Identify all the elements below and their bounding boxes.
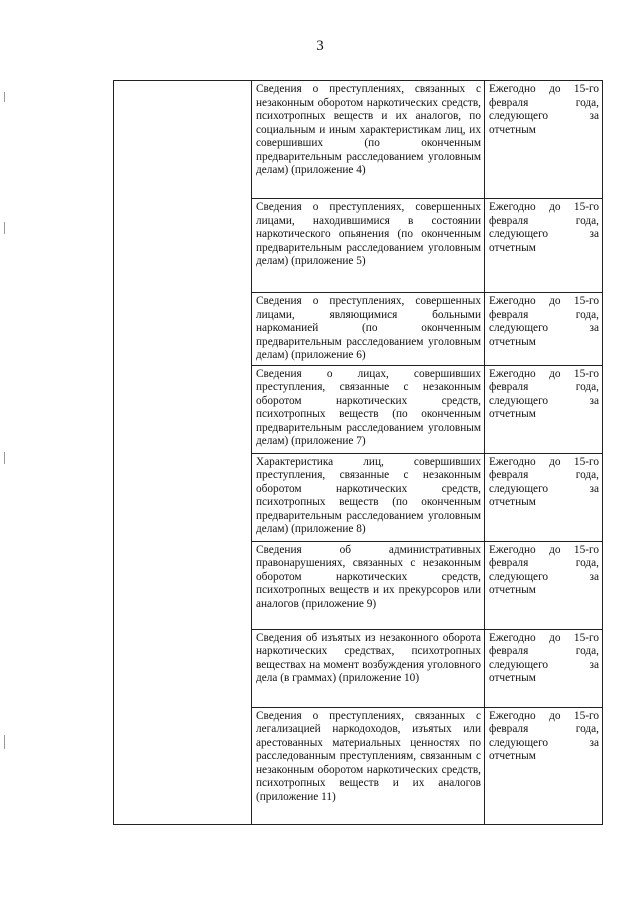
report-description: Сведения об административных правонарушениях, связанных с незаконным оборотом наркотических средств, психотропных веществ и их прекурсоров или аналогов (приложение 9) xyxy=(252,541,485,629)
report-deadline: Ежегодно до 15-го февраля года, следующего за отчетным xyxy=(485,365,603,453)
report-deadline: Ежегодно до 15-го февраля года, следующего за отчетным xyxy=(485,707,603,824)
report-description: Сведения о лицах, совершивших преступления, связанные с незаконным оборотом наркотических средств, психотропных веществ (по оконченным предварительным расследованием уголовным делам) (приложение 7) xyxy=(252,365,485,453)
report-deadline: Ежегодно до 15-го февраля года, следующего за отчетным xyxy=(485,293,603,366)
report-description: Сведения о преступлениях, связанных с незаконным оборотом наркотических средств, психотропных веществ и их аналогов, по социальным и иным характеристикам лиц, их совершивших (по оконченным предварительным расследованием уголовным делам) (приложение 4) xyxy=(252,81,485,199)
table-row xyxy=(114,81,603,199)
report-deadline: Ежегодно до 15-го февраля года, следующего за отчетным xyxy=(485,453,603,541)
report-deadline: Ежегодно до 15-го февраля года, следующего за отчетным xyxy=(485,541,603,629)
scan-margin-mark xyxy=(4,735,5,749)
report-deadline: Ежегодно до 15-го февраля года, следующего за отчетным xyxy=(485,81,603,199)
scan-margin-mark xyxy=(4,452,5,464)
report-description: Характеристика лиц, совершивших преступления, связанные с незаконным оборотом наркотических средств, психотропных веществ (по оконченным предварительным расследованием уголовным делам) (приложение 8) xyxy=(252,453,485,541)
scan-margin-mark xyxy=(4,92,5,102)
report-deadline: Ежегодно до 15-го февраля года, следующего за отчетным xyxy=(485,199,603,293)
reporting-table xyxy=(113,80,603,825)
report-description: Сведения о преступлениях, совершенных лицами, являющимися больными наркоманией (по оконченным предварительным расследованием уголовным делам) (приложение 6) xyxy=(252,293,485,366)
report-deadline: Ежегодно до 15-го февраля года, следующего за отчетным xyxy=(485,629,603,707)
report-description: Сведения о преступлениях, совершенных лицами, находившимися в состоянии наркотического опьянения (по оконченным предварительным расследованием уголовным делам) (приложение 5) xyxy=(252,199,485,293)
report-description: Сведения об изъятых из незаконного оборота наркотических средствах, психотропных веществах на момент возбуждения уголовного дела (в граммах) (приложение 10) xyxy=(252,629,485,707)
page-number: 3 xyxy=(316,38,324,54)
scan-margin-mark xyxy=(4,222,5,234)
empty-first-column xyxy=(114,81,252,825)
report-description: Сведения о преступлениях, связанных с легализацией наркодоходов, изъятых или арестованных материальных ценностях по расследованным преступлениям, связанным с незаконным оборотом наркотических средств, психотропных веществ и их аналогов (приложение 11) xyxy=(252,707,485,824)
